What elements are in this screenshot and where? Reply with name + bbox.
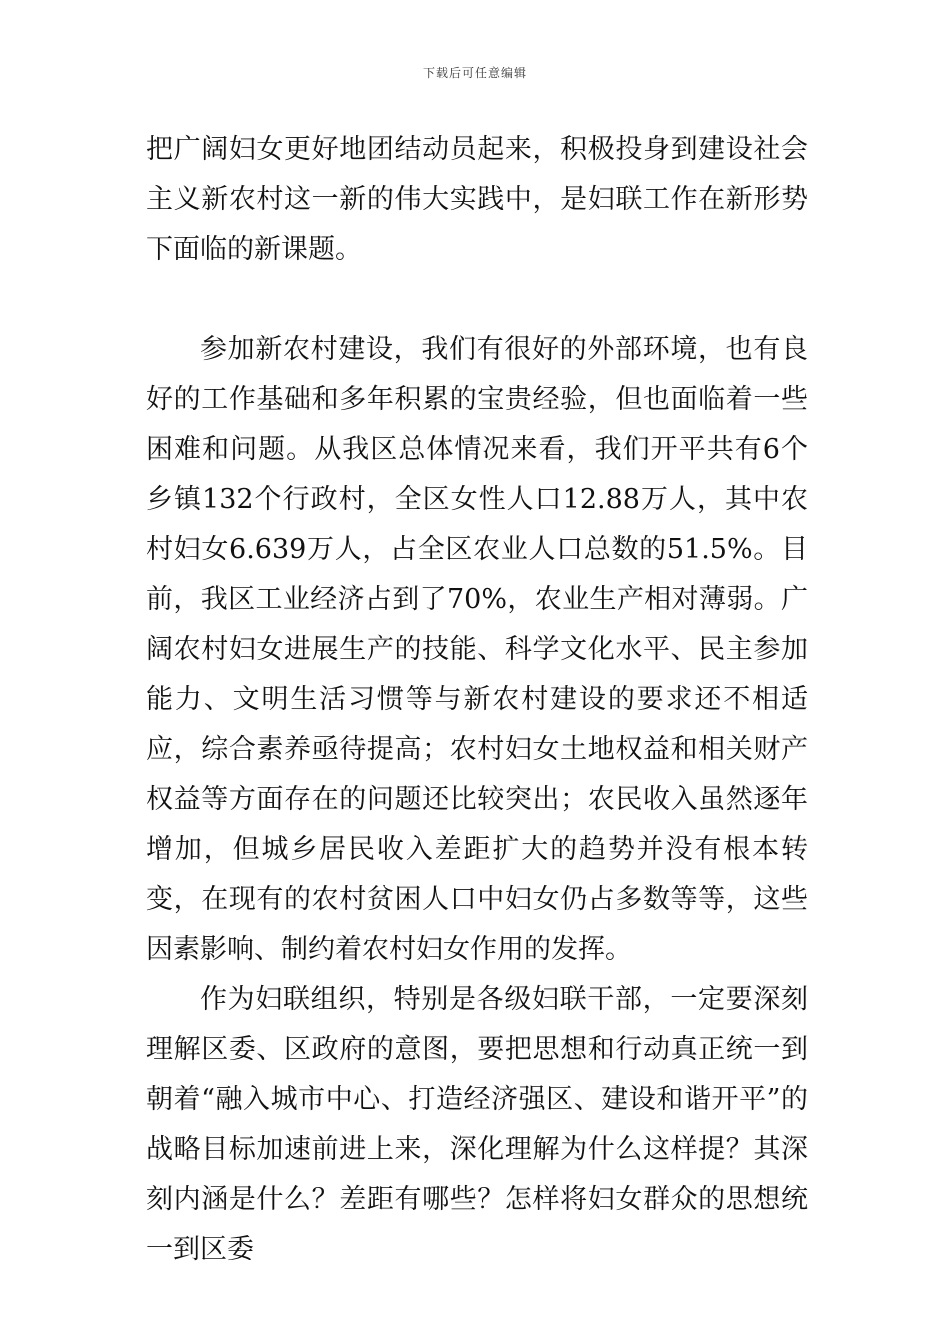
page-header-note: 下载后可任意编辑 (422, 66, 527, 80)
paragraph-2: 参加新农村建设，我们有很好的外部环境，也有良好的工作基础和多年积累的宝贵经验，但也面临着一些困难和问题。从我区总体情况来看，我们开平共有6个乡镇132个行政村，全区女性人口12.88万人，其中农村妇女6.639万人，占全区农业人口总数的51.5%。目前，我区工业经济占到了70%，农业生产相对薄弱。广阔农村妇女进展生产的技能、科学文化水平、民主参加能力、文明生活习惯等与新农村建设的要求还不相适应，综合素养亟待提高；农村妇女土地权益和相关财产权益等方面存在的问题还比较突出；农民收入虽然逐年增加，但城乡居民收入差距扩大的趋势并没有根本转变，在现有的农村贫困人口中妇女仍占多数等等，这些因素影响、制约着农村妇女作用的发挥。 (146, 334, 808, 965)
paragraph-3: 作为妇联组织，特别是各级妇联干部，一定要深刻理解区委、区政府的意图，要把思想和行动真正统一到朝着“融入城市中心、打造经济强区、建设和谐开平”的战略目标加速前进上来，深化理解为什么这样提？其深刻内涵是什么？差距有哪些？怎样将妇女群众的思想统一到区委 (146, 984, 808, 1265)
paragraph-1: 把广阔妇女更好地团结动员起来，积极投身到建设社会主义新农村这一新的伟大实践中，是妇联工作在新形势下面临的新课题。 (146, 134, 808, 265)
